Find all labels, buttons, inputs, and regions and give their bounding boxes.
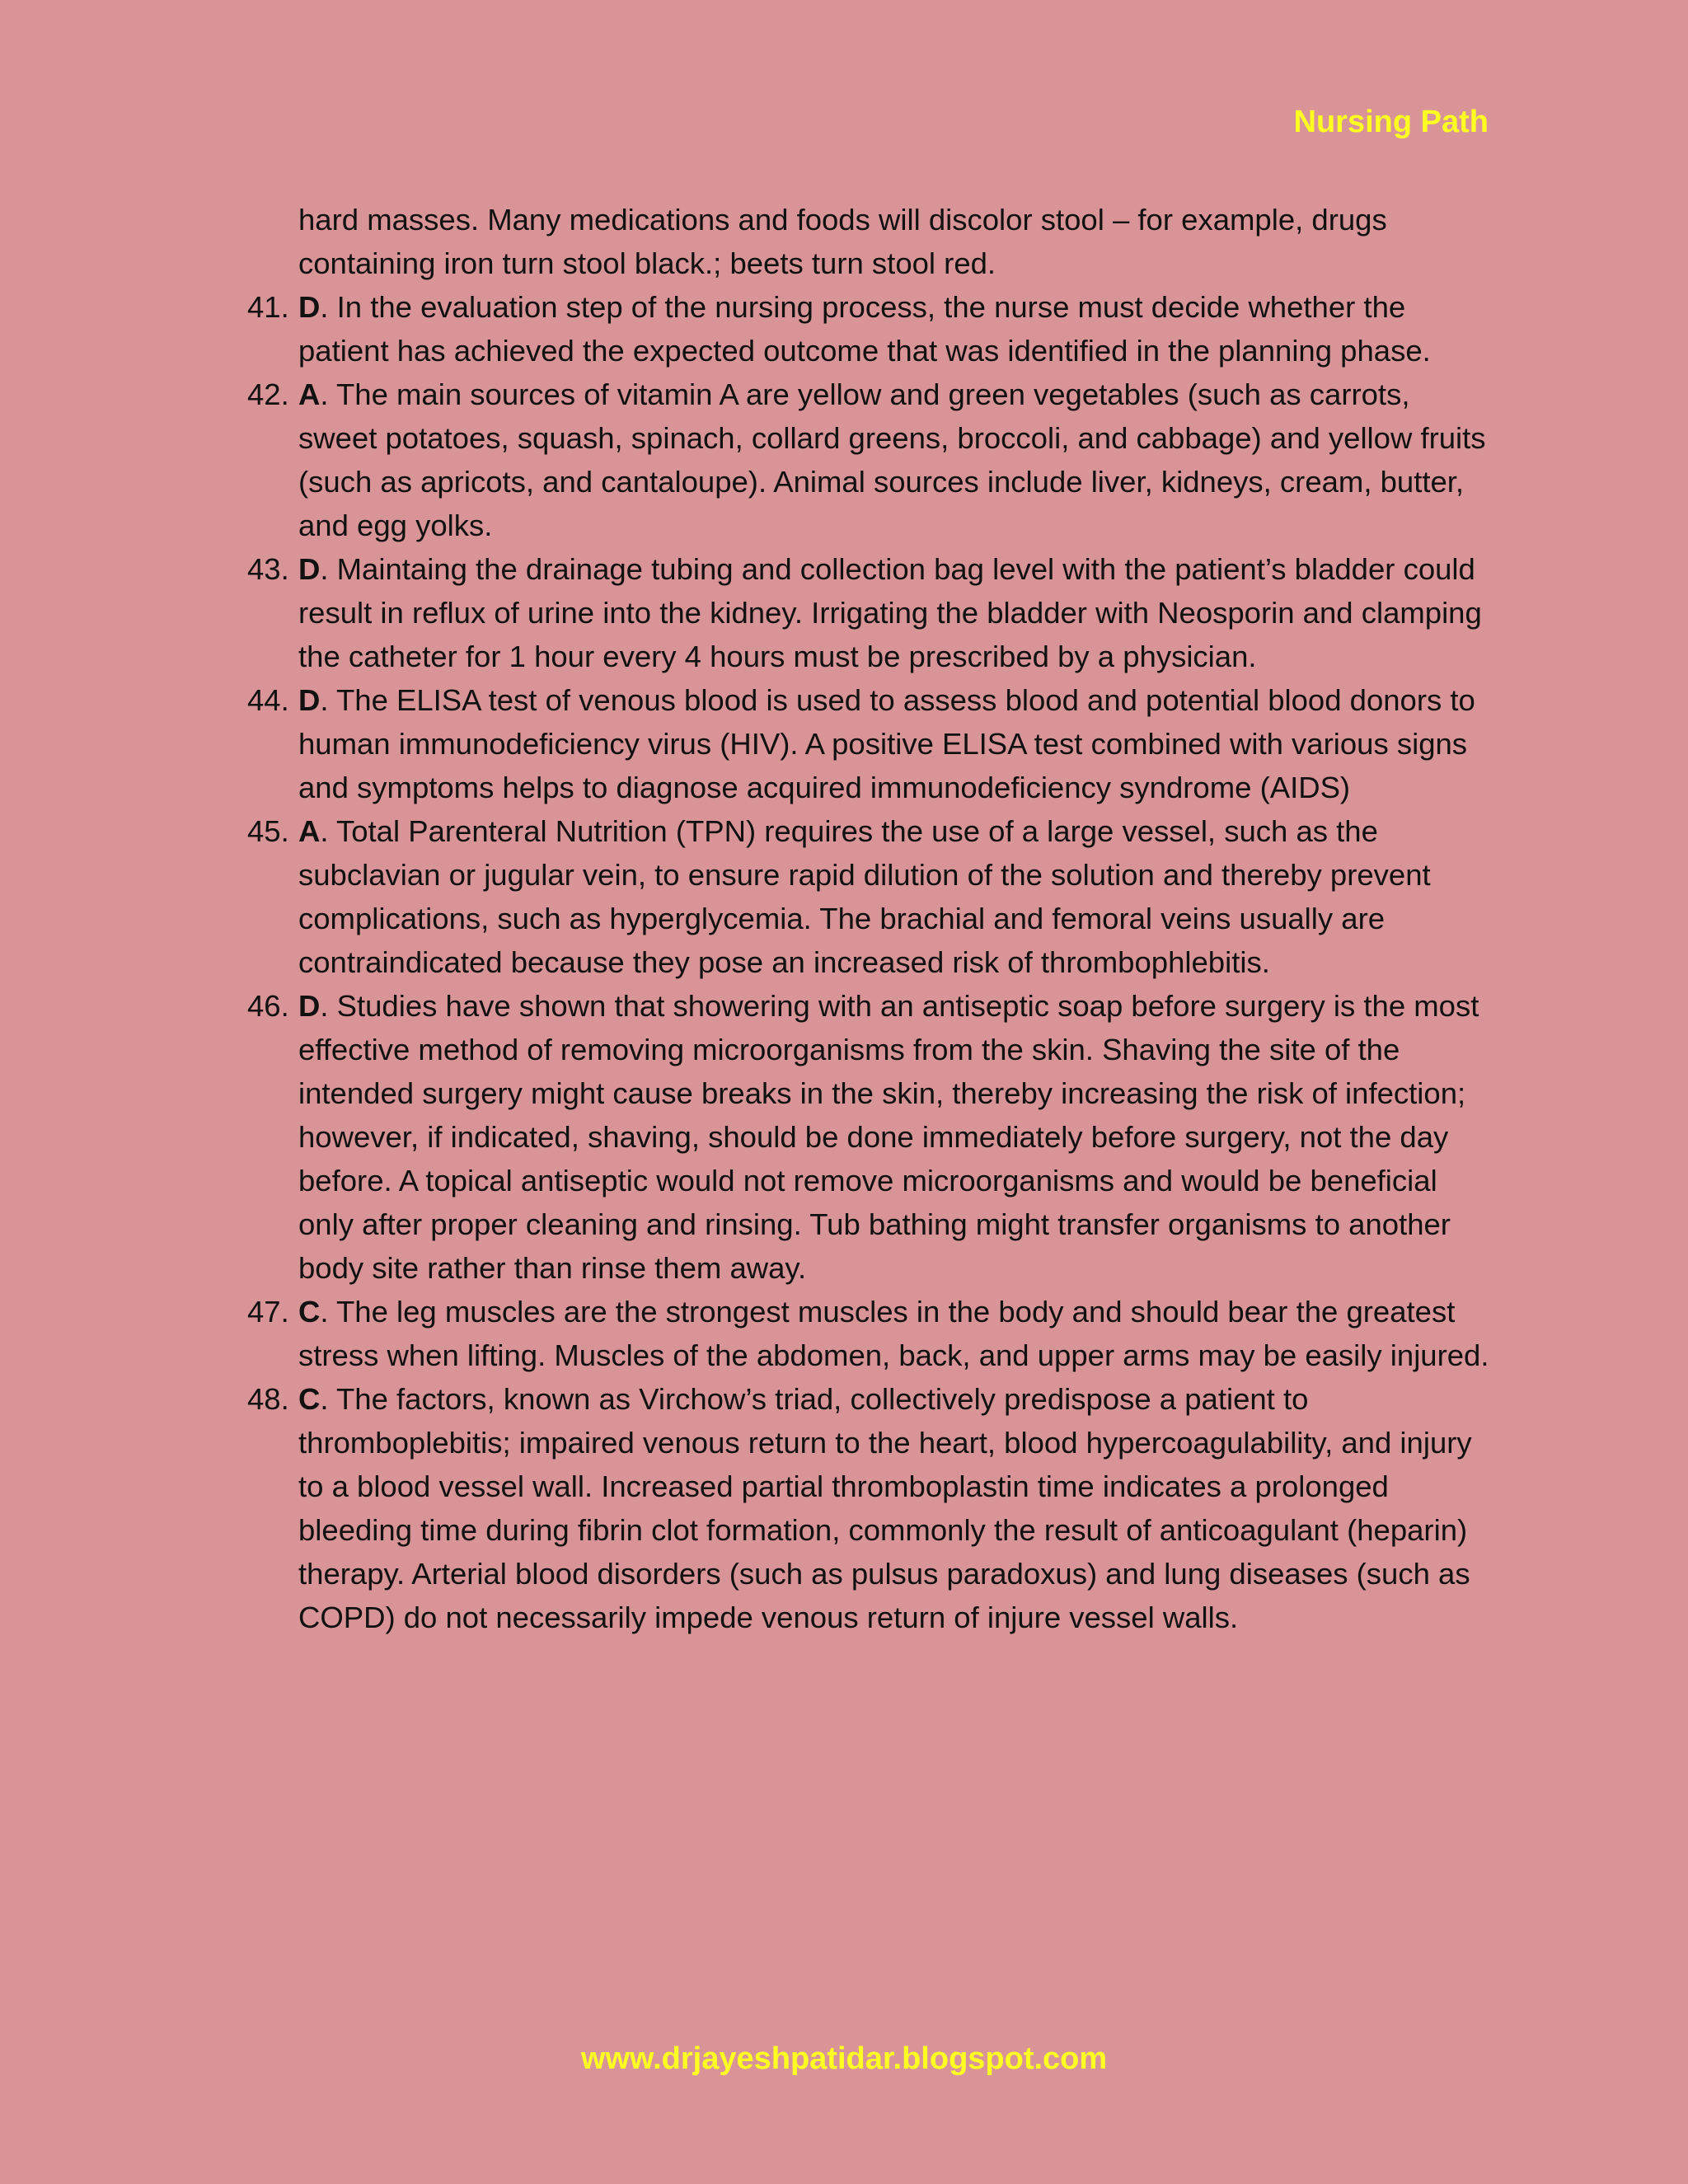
page-header-title: Nursing Path [1293, 105, 1489, 139]
item-number: 48. [247, 1382, 289, 1416]
list-item-42 [247, 373, 1492, 547]
item-text [298, 1377, 1492, 1639]
explanation: . Studies have shown that showering with an antiseptic soap before surgery is the most effective method of removing microorganisms from the skin. Shaving the site of the intended surgery might cause breaks in the skin, thereby increasing the risk of infection; however, if indicated, shaving, should be done immediately before surgery, not the day before. A topical antiseptic would not remove microorganisms and would be beneficial only after proper cleaning and rinsing. Tub bathing might transfer organisms to another body site rather than rinse them away. [298, 989, 1479, 1285]
item-number: 43. [247, 552, 289, 586]
list-item-48 [247, 1377, 1492, 1639]
item-text [298, 1290, 1492, 1377]
explanation: . The leg muscles are the strongest muscles in the body and should bear the greatest stress when lifting. Muscles of the abdomen, back, and upper arms may be easily injured. [298, 1295, 1489, 1372]
list-item-43 [247, 547, 1492, 678]
answer-letter: D [298, 552, 321, 586]
explanation: . Total Parenteral Nutrition (TPN) requires the use of a large vessel, such as the subclavian or jugular vein, to ensure rapid dilution of the solution and thereby prevent complications, such as hyperglycemia. The brachial and femoral veins usually are contraindicated because they pose an increased risk of thrombophlebitis. [298, 814, 1431, 979]
answer-letter: A [298, 377, 321, 411]
item-number: 47. [247, 1295, 289, 1329]
list-item-41 [247, 285, 1492, 373]
list-item-47 [247, 1290, 1492, 1377]
item-text [298, 547, 1492, 678]
explanation: . Maintaing the drainage tubing and collection bag level with the patient’s bladder could result in reflux of urine into the kidney. Irrigating the bladder with Neosporin and clamping the catheter for 1 hour every 4 hours must be prescribed by a physician. [298, 552, 1482, 673]
answer-letter: A [298, 814, 321, 848]
item-number: 46. [247, 989, 289, 1023]
list-item-45 [247, 809, 1492, 984]
item-text [298, 984, 1492, 1290]
answer-letter: D [298, 683, 321, 717]
item-number: 42. [247, 377, 289, 411]
continued-paragraph: hard masses. Many medications and foods will discolor stool – for example, drugs containing iron turn stool black.; beets turn stool red. [298, 203, 1387, 280]
answer-letter: C [298, 1382, 321, 1416]
explanation: . The main sources of vitamin A are yellow and green vegetables (such as carrots, sweet potatoes, squash, spinach, collard greens, broccoli, and cabbage) and yellow fruits (such as apricots, and cantaloupe). Animal sources include liver, kidneys, cream, butter, and egg yolks. [298, 377, 1486, 542]
explanation: . The ELISA test of venous blood is used to assess blood and potential blood donors to human immunodeficiency virus (HIV). A positive ELISA test combined with various signs and symptoms helps to diagnose acquired immunodeficiency syndrome (AIDS) [298, 683, 1475, 804]
item-number: 44. [247, 683, 289, 717]
item-text [298, 678, 1492, 809]
footer-url: www.drjayeshpatidar.blogspot.com [580, 2041, 1108, 2076]
item-text [298, 285, 1492, 373]
item-text [298, 373, 1492, 547]
item-number: 41. [247, 290, 289, 324]
answer-list [247, 198, 1492, 1639]
answer-letter: D [298, 989, 321, 1023]
explanation: . In the evaluation step of the nursing process, the nurse must decide whether the patient has achieved the expected outcome that was identified in the planning phase. [298, 290, 1431, 368]
item-text [298, 809, 1492, 984]
list-item-44 [247, 678, 1492, 809]
item-number: 45. [247, 814, 289, 848]
list-item-46 [247, 984, 1492, 1290]
explanation: . The factors, known as Virchow’s triad, collectively predispose a patient to thromboplebitis; impaired venous return to the heart, blood hypercoagulability, and injury to a blood vessel wall. Increased partial thromboplastin time indicates a prolonged bleeding time during fibrin clot formation, commonly the result of anticoagulant (heparin) therapy. Arterial blood disorders (such as pulsus paradoxus) and lung diseases (such as COPD) do not necessarily impede venous return of injure vessel walls. [298, 1382, 1472, 1634]
answer-letter: D [298, 290, 321, 324]
answer-letter: C [298, 1295, 321, 1329]
